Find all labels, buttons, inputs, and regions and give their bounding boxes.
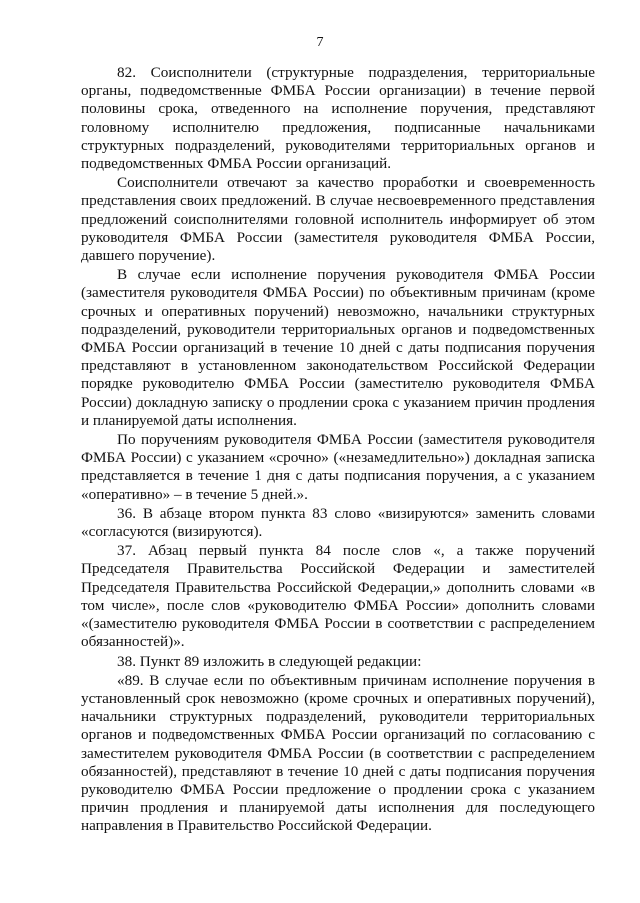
paragraph-37: 37. Абзац первый пункта 84 после слов «, а также поручений Председателя Правительства Российской Федерации и заместителей Председателя Правительства Российской Федерации,» дополнить словами «в том числе», после слов «руководителю ФМБА России» дополнить словами «(заместителю руководителя ФМБА России в соответствии с распределением обязанностей)». (81, 542, 595, 651)
paragraph-extension-request: В случае если исполнение поручения руководителя ФМБА России (заместителя руководителя ФМБА России) по объективным причинам (кроме срочных и оперативных поручений) невозможно, начальники структурных подразделений, руководители территориальных органов и подведомственных ФМБА России организаций в течение 10 дней с даты подписания поручения представляют в установленном законодательством Российской Федерации порядке руководителю ФМБА России (заместителю руководителя ФМБА России) докладную записку о продлении срока с указанием причин продления и планируемой даты исполнения. (81, 266, 595, 429)
paragraph-36: 36. В абзаце втором пункта 83 слово «визируются» заменить словами «согласуются (визируются). (81, 504, 595, 541)
page-number: 7 (316, 35, 324, 50)
paragraph-coexecutors-responsibility: Соисполнители отвечают за качество проработки и своевременность представления своих предложений. В случае несвоевременного представления предложений соисполнителями головной исполнитель информирует об этом руководителя ФМБА России (заместителя руководителя ФМБА России, давшего поручение). (81, 174, 595, 265)
document-body (81, 64, 595, 836)
paragraph-82: 82. Соисполнители (структурные подразделения, территориальные органы, подведомственные ФМБА России организации) в течение первой половины срока, отведенного на исполнение поручения, представляют головному исполнителю предложения, подписанные начальниками структурных подразделений, руководителями территориальных органов и подведомственных ФМБА России организаций. (81, 64, 595, 173)
paragraph-38: 38. Пункт 89 изложить в следующей редакции: (117, 652, 422, 670)
paragraph-urgent-orders: По поручениям руководителя ФМБА России (заместителя руководителя ФМБА России) с указанием «срочно» («незамедлительно») докладная записка представляется в течение 1 дня с даты подписания поручения, а с указанием «оперативно» – в течение 5 дней.». (81, 431, 595, 503)
paragraph-89-new-wording: «89. В случае если по объективным причинам исполнение поручения в установленный срок невозможно (кроме срочных и оперативных поручений), начальники структурных подразделений, руководители территориальных органов и подведомственных ФМБА России организаций по согласованию с заместителем руководителя ФМБА России (в соответствии с распределением обязанностей), представляют в течение 10 дней с даты подписания поручения руководителю ФМБА России предложение о продлении срока с указанием причин продления и планируемой даты исполнения для последующего направления в Правительство Российской Федерации. (81, 671, 595, 835)
